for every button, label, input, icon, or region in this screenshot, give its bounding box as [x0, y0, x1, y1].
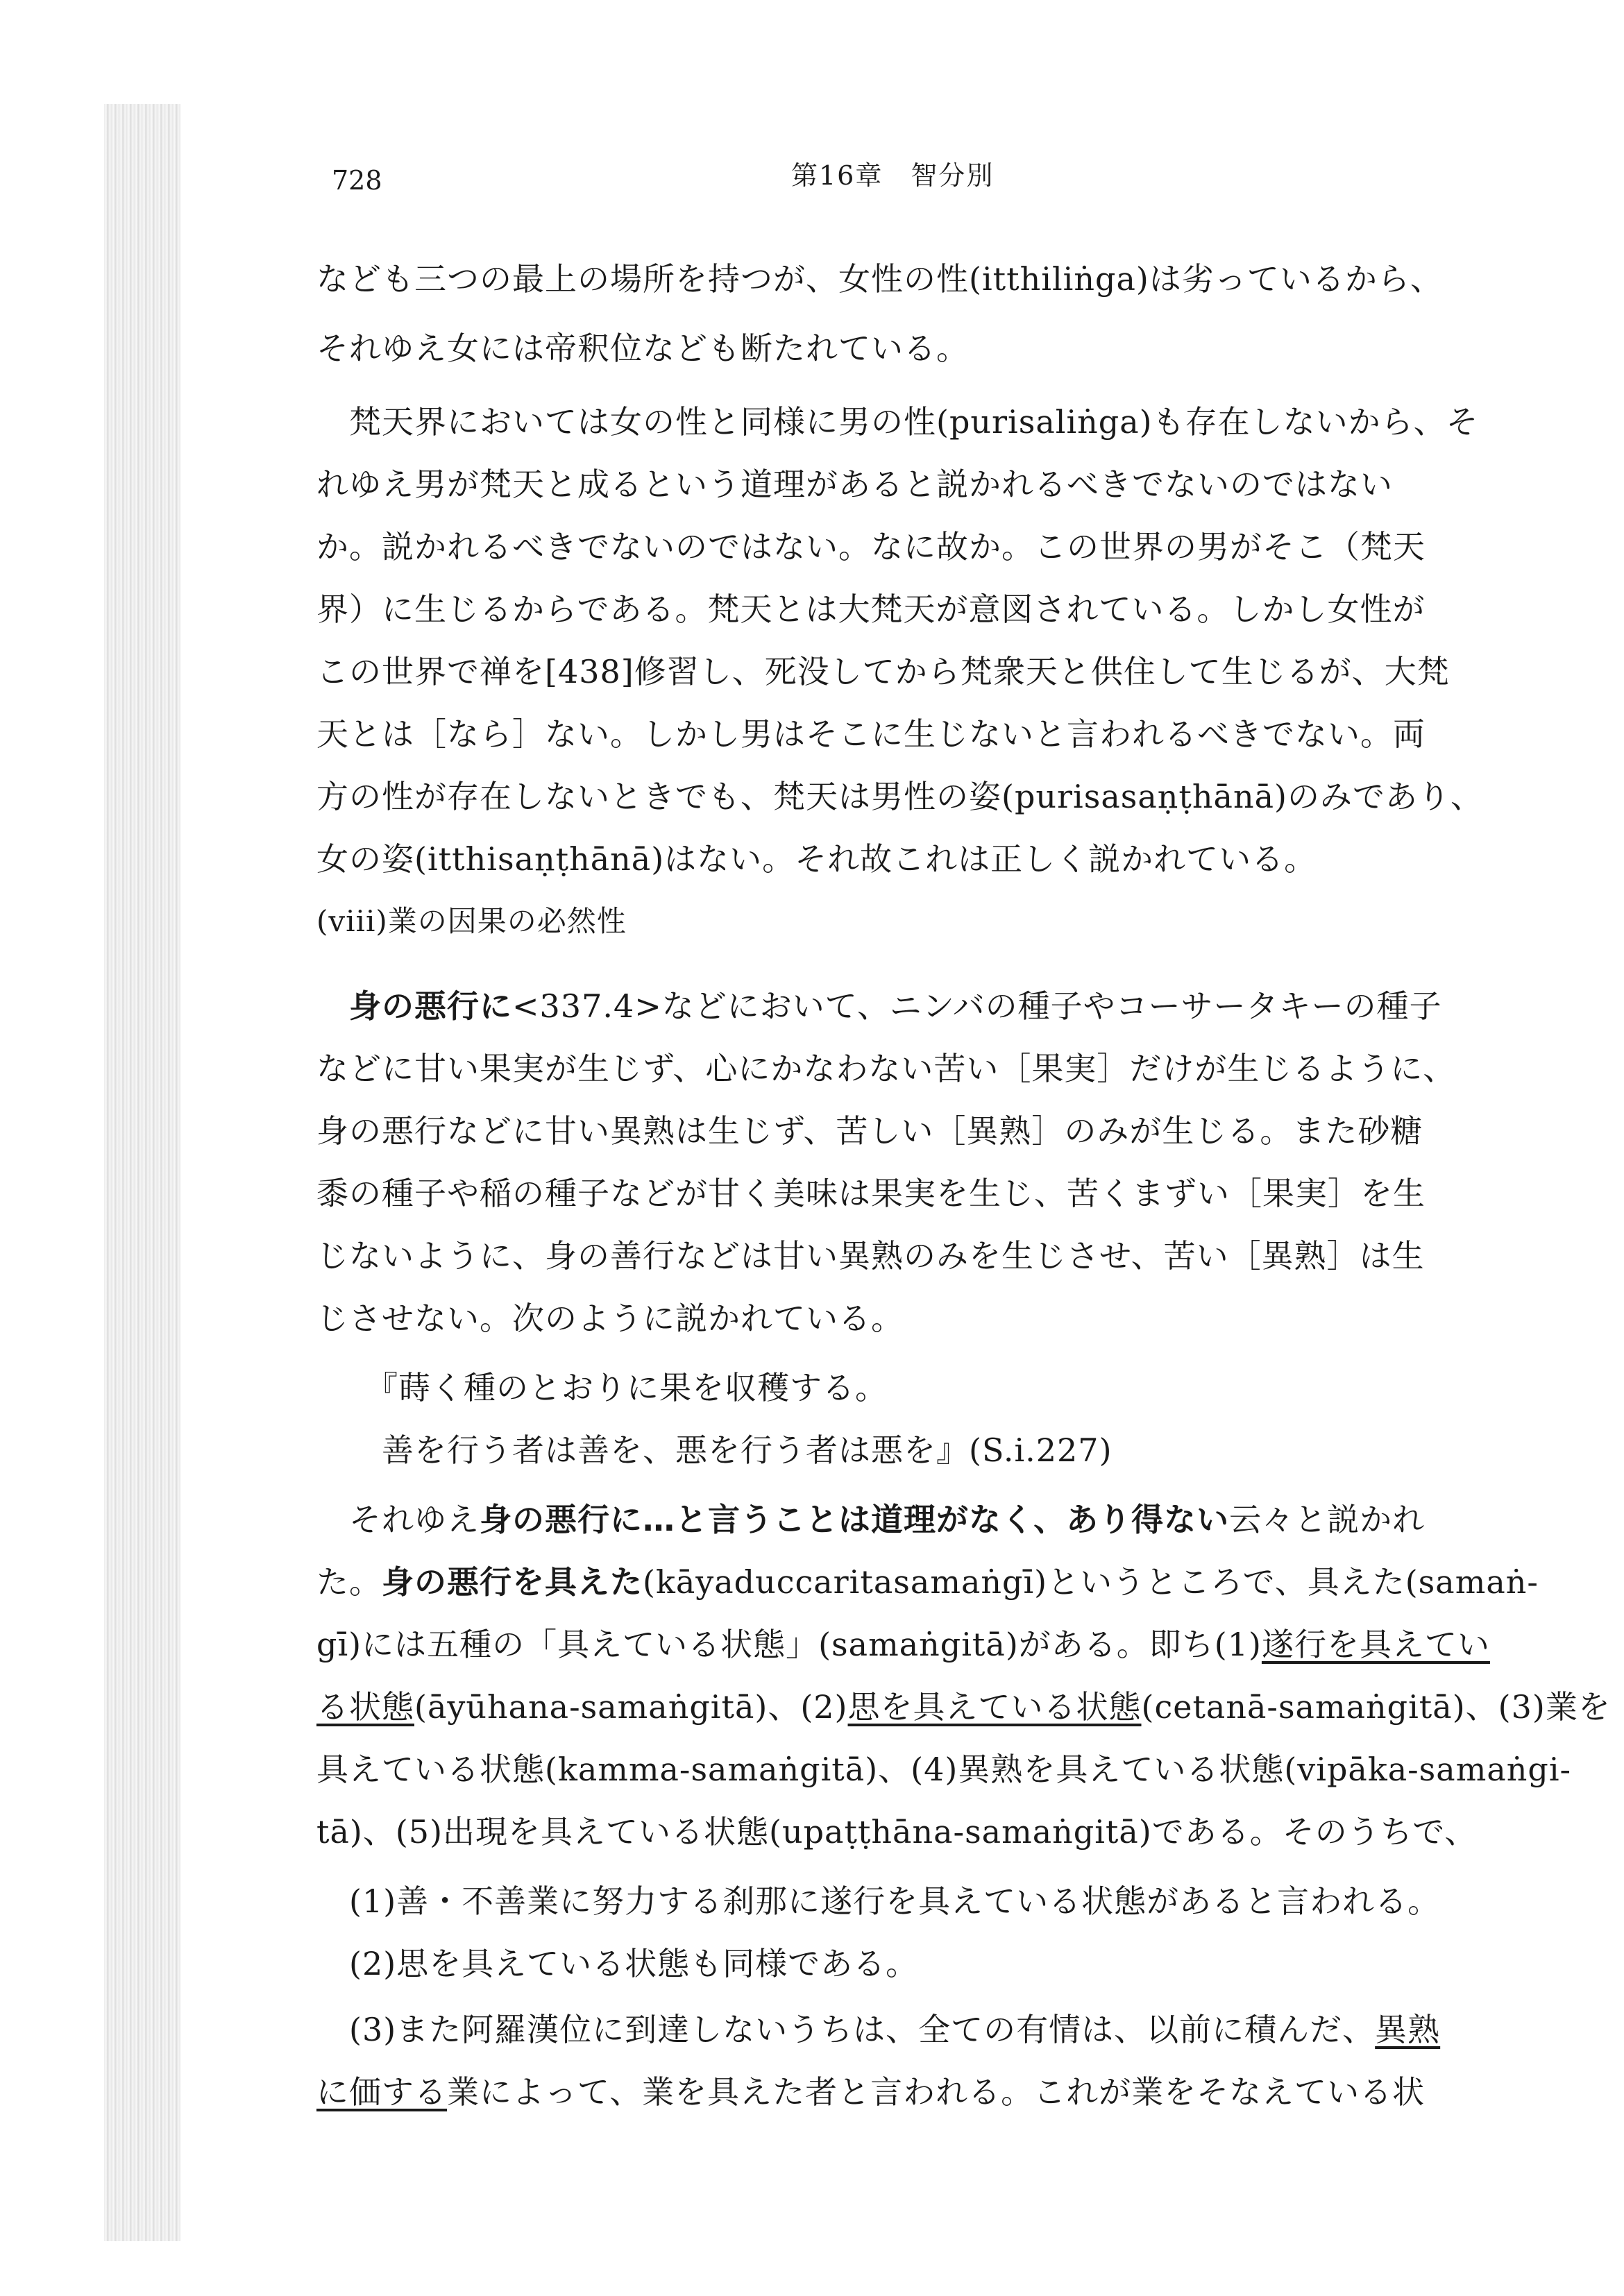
section-title: (viii)業の因果の必然性 [316, 904, 627, 938]
text-line [316, 1367, 1524, 1409]
text-line [316, 1624, 1524, 1665]
text-run: この世界で禅を[438]修習し、死没してから梵衆天と供住して生じるが、大梵 [316, 653, 1450, 690]
text-line [316, 1749, 1572, 1790]
text-line [316, 464, 1524, 505]
text-run: 界）に生じるからである。梵天とは大梵天が意図されている。しかし女性が [316, 590, 1426, 628]
text-run: 云々と説かれ [1229, 1501, 1426, 1538]
text-run: 黍の種子や稲の種子などが甘く美味は果実を生じ、苦くまずい［果実］を生 [316, 1175, 1426, 1212]
text-run: 善を行う者は善を、悪を行う者は悪を』(S.i.227) [316, 1431, 1113, 1469]
text-run: それゆえ [316, 1501, 480, 1538]
text-line [316, 2009, 1524, 2050]
text-run: <337.4>などにおいて、ニンバの種子やコーサータキーの種子 [512, 987, 1442, 1025]
text-line [316, 1298, 1524, 1339]
text-line [316, 526, 1524, 568]
text-line [316, 651, 1524, 692]
text-run: た。 [316, 1563, 382, 1601]
text-line [316, 588, 1524, 630]
text-run: (kāyaduccaritasamaṅgī)というところで、具えた(samaṅ- [643, 1563, 1539, 1601]
text-run: 具えている状態(kamma-samaṅgitā)、(4)異熟を具えている状態(vipāka-samaṅgi- [316, 1751, 1572, 1788]
text-line [316, 1429, 1524, 1471]
text-run: (3)また阿羅漢位に到達しないうちは、全ての有情は、以前に積んだ、 [316, 2011, 1376, 2048]
text-line [316, 401, 1524, 443]
underlined-term: る状態 [316, 1688, 414, 1726]
text-run: (1)善・不善業に努力する刹那に遂行を具えている状態があると言われる。 [316, 1882, 1441, 1920]
text-line [316, 776, 1524, 817]
text-line [316, 985, 1524, 1027]
text-line [316, 1561, 1539, 1603]
text-line [316, 328, 1524, 369]
text-line [316, 1811, 1524, 1853]
text-line [316, 713, 1524, 755]
page-number: 728 [332, 165, 382, 196]
text-line [316, 1173, 1524, 1214]
text-line [316, 1880, 1524, 1922]
bold-term: 身の悪行に [349, 987, 512, 1025]
text-line [316, 838, 1524, 880]
text-run: 方の性が存在しないときでも、梵天は男性の姿(purisasaṇṭhānā)のみであり、 [316, 778, 1483, 815]
underlined-term: に価する [316, 2073, 447, 2111]
text-line [316, 258, 1524, 300]
text-run: じさせない。次のように説かれている。 [316, 1300, 904, 1337]
text-run: tā)、(5)出現を具えている状態(upaṭṭhāna-samaṅgitā)である。そのうちで、 [316, 1813, 1478, 1851]
running-head: 第16章 智分別 [791, 160, 995, 191]
text-run: じないように、身の善行などは甘い異熟のみを生じさせ、苦い［異熟］は生 [316, 1237, 1425, 1275]
text-run [316, 987, 349, 1025]
text-run: 『蒔く種のとおりに果を収穫する。 [316, 1369, 888, 1406]
bold-term: 身の悪行を具えた [382, 1563, 643, 1601]
underlined-term: 異熟 [1375, 2011, 1441, 2048]
text-line [316, 1110, 1524, 1152]
text-line [316, 1499, 1524, 1540]
bold-term: 身の悪行に…と言うことは道理がなく、あり得ない [480, 1501, 1230, 1538]
text-run: 女の姿(itthisaṇṭhānā)はない。それ故これは正しく説かれている。 [316, 840, 1317, 878]
text-line [316, 1686, 1611, 1728]
text-run: 梵天界においては女の性と同様に男の性(purisaliṅga)も存在しないから、そ [316, 403, 1479, 441]
text-run: か。説かれるべきでないのではない。なに故か。この世界の男がそこ（梵天 [316, 528, 1426, 566]
text-run: 業によって、業を具えた者と言われる。これが業をそなえている状 [447, 2073, 1426, 2111]
underlined-term: 思を具えている状態 [847, 1688, 1142, 1726]
text-run: それゆえ女には帝釈位なども断たれている。 [316, 330, 969, 367]
text-line [316, 1943, 1524, 1984]
text-line [316, 2071, 1524, 2113]
text-line [316, 1235, 1524, 1277]
text-run: gī)には五種の「具えている状態」(samaṅgitā)がある。即ち(1) [316, 1626, 1262, 1663]
binding-shadow [104, 104, 180, 2241]
text-run: れゆえ男が梵天と成るという道理があると説かれるべきでないのではない [316, 466, 1393, 503]
underlined-term: 遂行を具えてい [1261, 1626, 1490, 1663]
text-run: などに甘い果実が生じず、心にかなわない苦い［果実］だけが生じるように、 [316, 1050, 1456, 1087]
text-run: 身の悪行などに甘い異熟は生じず、苦しい［異熟］のみが生じる。また砂糖 [316, 1112, 1423, 1150]
text-run: (2)思を具えている状態も同様である。 [316, 1945, 919, 1982]
text-run: (cetanā-samaṅgitā)、(3)業を [1141, 1688, 1611, 1726]
text-run: なども三つの最上の場所を持つが、女性の性(itthiliṅga)は劣っているから、 [316, 260, 1443, 298]
text-line [316, 1048, 1524, 1089]
text-run: 天とは［なら］ない。しかし男はそこに生じないと言われるべきでない。両 [316, 715, 1426, 753]
text-run: (āyūhana-samaṅgitā)、(2) [414, 1688, 848, 1726]
